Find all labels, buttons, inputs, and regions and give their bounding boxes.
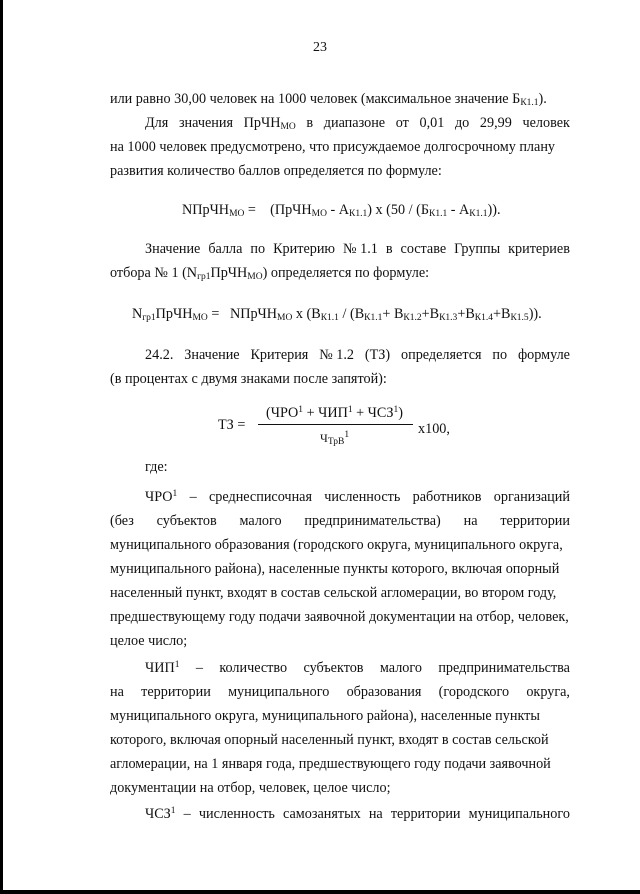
fraction-bar	[258, 424, 413, 425]
definition-line-justified: на территории муниципального образования (городского округа,	[110, 684, 570, 700]
text-line: агломерации, на 1 января года, предшествующего году подачи заявочной	[110, 756, 551, 772]
text-line: (в процентах с двумя знаками после запятой):	[110, 371, 387, 387]
definition-line-justified: ЧСЗ$^1$ – численность самозанятых на территории муниципального	[145, 806, 570, 822]
text-line: муниципального района), населенные пункты которого, включая опорный	[110, 561, 560, 577]
page-number: 23	[313, 40, 327, 55]
scan-bottom-edge	[0, 890, 640, 894]
scan-left-edge	[0, 0, 3, 894]
text-line: целое число;	[110, 633, 188, 649]
text-line: муниципального образования (городского округа, муниципального округа,	[110, 537, 563, 553]
text-line: муниципального округа, муниципального района), населенные пункты	[110, 708, 540, 724]
text-line: населенный пункт, входят в состав сельской агломерации, во втором году,	[110, 585, 557, 601]
text-line-justified: Для значения ПрЧН$_{МО}$ в диапазоне от 0,01 до 29,99 человек	[145, 115, 570, 132]
where-label: где:	[145, 459, 168, 475]
formula-tz-denominator: $Ч_{ТрВ}^1$	[320, 430, 350, 447]
formula-tz-lhs: ТЗ =	[218, 417, 246, 433]
text-line: которого, включая опорный населенный пункт, входят в состав сельской	[110, 732, 549, 748]
text-line: на 1000 человек предусмотрено, что присуждаемое долгосрочному плану	[110, 139, 555, 155]
text-line-justified: Значение балла по Критерию № 1.1 в составе Группы критериев	[145, 241, 570, 257]
text-line-justified: 24.2. Значение Критерия № 1.2 (ТЗ) определяется по формуле	[145, 347, 570, 363]
formula-ngr1: $N_{гр1}ПрЧН_{МО}$ = NПрЧН$_{МО}$ х $(В_{К1.1} / (В_{К1.1}+ В_{К1.2}+В_{К1.3}+В_{К1.4}+В_{К1.5}))$.	[132, 306, 542, 323]
definition-line-justified: (без субъектов малого предпринимательства) на территории	[110, 513, 570, 529]
definition-line-justified: ЧИП$^1$ – количество субъектов малого предпринимательства	[145, 660, 570, 676]
text-line: предшествующему году подачи заявочной документации на отбор, человек,	[110, 609, 569, 625]
text-line: документации на отбор, человек, целое число;	[110, 780, 391, 796]
text-line: отбора № 1 $(N_{гр1}ПрЧН_{МО})$ определяется по формуле:	[110, 265, 430, 282]
formula-tz-numerator: $(ЧРО^1 + ЧИП^1 + ЧСЗ^1)$	[266, 405, 403, 421]
formula-nprchn: NПрЧН$_{МО}$ = (ПрЧН$_{МО}$ - $А_{К1.1}$) х $(50 / (Б_{К1.1} - А_{К1.1}))$.	[182, 202, 501, 219]
definition-line-justified: ЧРО$^1$ – среднесписочная численность работников организаций	[145, 489, 570, 505]
text-line: развития количество баллов определяется по формуле:	[110, 163, 442, 179]
formula-tz-multiplier: х100,	[418, 421, 450, 437]
text-line: или равно 30,00 человек на 1000 человек (максимальное значение $Б_{К1.1}$).	[110, 91, 547, 108]
